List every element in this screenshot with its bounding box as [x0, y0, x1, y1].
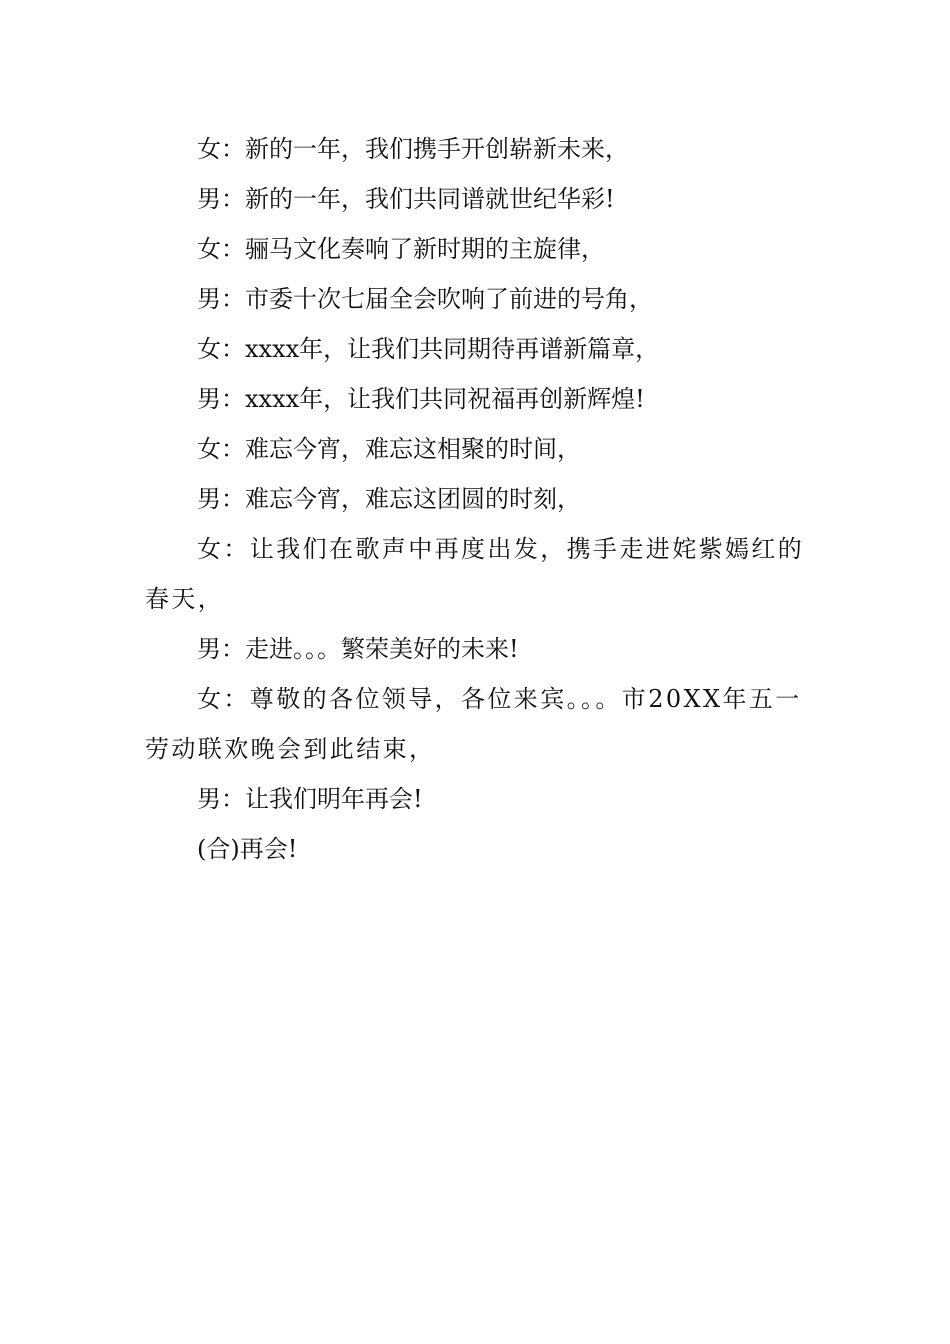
paragraph-9: 女：让我们在歌声中再度出发，携手走进姹紫嫣红的春天， [145, 535, 805, 613]
paragraph-7: 女：难忘今宵，难忘这相聚的时间， [197, 435, 581, 463]
paragraph-13: (合)再会! [197, 835, 298, 863]
paragraph-10: 男：走进。。。繁荣美好的未来! [197, 635, 519, 663]
paragraph-4: 男：市委十次七届全会吹响了前进的号角， [197, 285, 653, 313]
paragraph-6: 男：xxxx年，让我们共同祝福再创新辉煌! [197, 385, 645, 413]
paragraph-1: 女：新的一年，我们携手开创崭新未来， [197, 135, 629, 163]
paragraph-12: 男：让我们明年再会! [197, 785, 423, 813]
paragraph-5: 女：xxxx年，让我们共同期待再谱新篇章， [197, 335, 660, 363]
document-body [145, 124, 810, 874]
paragraph-3: 女：骊马文化奏响了新时期的主旋律， [197, 235, 605, 263]
paragraph-11: 女：尊敬的各位领导，各位来宾。。。市20XX年五一劳动联欢晚会到此结束， [145, 685, 802, 763]
paragraph-2: 男：新的一年，我们共同谱就世纪华彩! [197, 185, 615, 213]
paragraph-8: 男：难忘今宵，难忘这团圆的时刻， [197, 485, 581, 513]
